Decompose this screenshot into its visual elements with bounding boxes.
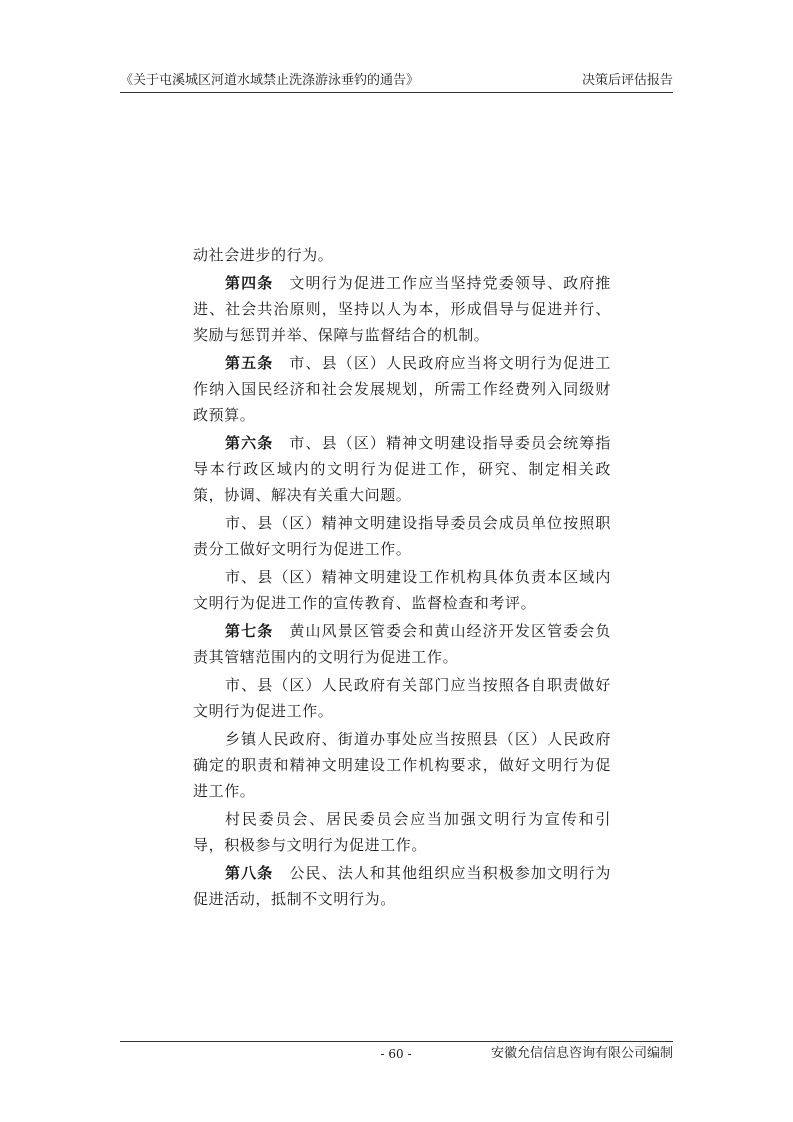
article-6-clause-2 bbox=[193, 510, 611, 562]
article-6 bbox=[193, 430, 611, 508]
article-heading: 第七条 bbox=[225, 622, 274, 640]
page-number: - 60 - bbox=[380, 1047, 412, 1061]
header-document-title: 《关于屯溪城区河道水域禁止洗涤游泳垂钓的通告》 bbox=[120, 73, 420, 88]
article-7-clause-2 bbox=[193, 672, 611, 724]
article-6-clause-3 bbox=[193, 564, 611, 616]
article-heading: 第八条 bbox=[225, 864, 274, 882]
body-text bbox=[193, 242, 611, 914]
article-heading: 第四条 bbox=[225, 274, 274, 292]
footer-rule bbox=[120, 1041, 673, 1042]
paragraph-text: 公民、法人和其他组织应当积极参加文明行为促进活动，抵制不文明行为。 bbox=[193, 864, 611, 908]
article-4 bbox=[193, 270, 611, 348]
paragraph-text: 黄山风景区管委会和黄山经济开发区管委会负责其管辖范围内的文明行为促进工作。 bbox=[193, 622, 611, 666]
page-header bbox=[120, 70, 673, 93]
paragraph-text: 动社会进步的行为。 bbox=[193, 246, 334, 264]
article-5 bbox=[193, 350, 611, 428]
article-7-clause-4 bbox=[193, 806, 611, 858]
footer-organization: 安徽允信信息咨询有限公司编制 bbox=[490, 1046, 673, 1061]
paragraph-continuation bbox=[193, 242, 611, 268]
article-7 bbox=[193, 618, 611, 670]
paragraph-text: 市、县（区）精神文明建设指导委员会成员单位按照职责分工做好文明行为促进工作。 bbox=[193, 514, 611, 558]
paragraph-text: 村民委员会、居民委员会应当加强文明行为宣传和引导，积极参与文明行为促进工作。 bbox=[193, 810, 611, 854]
paragraph-text: 市、县（区）人民政府应当将文明行为促进工作纳入国民经济和社会发展规划，所需工作经费列入同级财政预算。 bbox=[193, 354, 611, 424]
article-8 bbox=[193, 860, 611, 912]
paragraph-text: 文明行为促进工作应当坚持党委领导、政府推进、社会共治原则，坚持以人为本，形成倡导与促进并行、奖励与惩罚并举、保障与监督结合的机制。 bbox=[193, 274, 611, 344]
article-heading: 第六条 bbox=[225, 434, 274, 452]
article-heading: 第五条 bbox=[225, 354, 274, 372]
paragraph-text: 市、县（区）人民政府有关部门应当按照各自职责做好文明行为促进工作。 bbox=[193, 676, 611, 720]
paragraph-text: 乡镇人民政府、街道办事处应当按照县（区）人民政府确定的职责和精神文明建设工作机构要求，做好文明行为促进工作。 bbox=[193, 730, 611, 800]
header-report-type: 决策后评估报告 bbox=[581, 73, 673, 88]
article-7-clause-3 bbox=[193, 726, 611, 804]
paragraph-text: 市、县（区）精神文明建设指导委员会统筹指导本行政区域内的文明行为促进工作，研究、制定相关政策，协调、解决有关重大问题。 bbox=[193, 434, 611, 504]
paragraph-text: 市、县（区）精神文明建设工作机构具体负责本区域内文明行为促进工作的宣传教育、监督检查和考评。 bbox=[193, 568, 611, 612]
